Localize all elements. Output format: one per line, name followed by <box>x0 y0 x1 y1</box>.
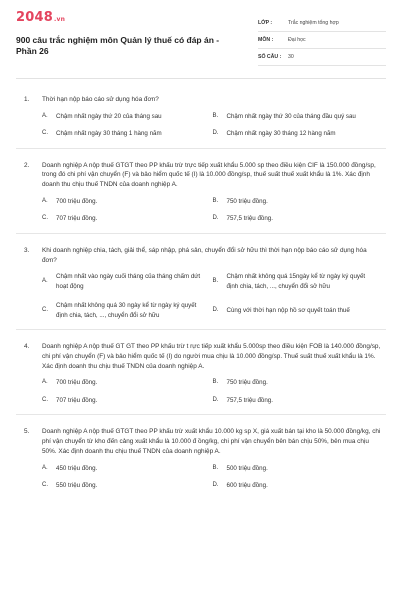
question-number: 3. <box>24 246 30 254</box>
option-text: 750 triệu đồng. <box>226 198 268 205</box>
answer-options <box>24 272 383 320</box>
option-text: 600 triệu đồng. <box>226 482 268 490</box>
brand-block <box>16 10 241 76</box>
option-letter: C. <box>42 130 48 137</box>
answer-option-a[interactable] <box>42 272 213 291</box>
answer-option-c[interactable] <box>42 129 213 138</box>
question-number: 4. <box>24 343 30 351</box>
answer-options <box>24 378 383 405</box>
answer-option-a[interactable] <box>42 197 213 206</box>
option-text: 707 triệu đồng. <box>56 396 98 404</box>
option-letter: A. <box>42 198 48 204</box>
question-number: 5. <box>24 428 30 436</box>
answer-option-d[interactable] <box>213 214 384 223</box>
option-letter: B. <box>212 464 219 471</box>
option-text: Chậm nhất vào ngày cuối tháng của tháng chấm dứt hoạt động <box>56 273 201 290</box>
logo-text: 2048 <box>16 10 53 25</box>
option-text: 757,5 triệu đồng. <box>226 396 273 404</box>
answer-option-d[interactable] <box>213 129 384 138</box>
question-5 <box>16 415 386 496</box>
answer-option-b[interactable] <box>213 464 384 473</box>
answer-options <box>24 112 383 139</box>
option-text: Chậm nhất ngày 30 tháng 1 hàng năm <box>56 130 162 138</box>
answer-option-b[interactable] <box>213 197 384 206</box>
document-header <box>16 10 386 76</box>
answer-option-c[interactable] <box>42 214 213 223</box>
option-text: 707 triệu đồng. <box>56 215 98 223</box>
question-body: Doanh nghiệp A nộp thuế GTGT theo PP khấu trừ trực tiếp xuất khẩu 5.000 sp theo điều kiện CIF là 150.000 đồng/sp, trong đó chi phí vận chuyển (F) và bảo hiểm quốc tế (I) là 10.000 đồng/sp, thuế suất thuế xuất khẩu là 1%. Xác định doanh thu chịu thuế TNDN của doanh nghiệp A. <box>42 161 376 189</box>
question-body: Khi doanh nghiệp chia, tách, giải thể, sáp nhập, phá sản, chuyển đổi sở hữu thì thời hạn nộp báo cáo sử dụng hóa đơn? <box>42 246 367 264</box>
option-text: Cùng với thời hạn nộp hồ sơ quyết toán thuế <box>226 306 350 314</box>
answer-option-b[interactable] <box>213 112 384 121</box>
option-letter: C. <box>42 482 48 489</box>
option-letter: D. <box>212 215 219 222</box>
answer-options <box>24 197 383 224</box>
answer-option-a[interactable] <box>42 378 213 387</box>
meta-value: Đại học <box>288 37 306 43</box>
option-letter: B. <box>212 198 219 204</box>
option-letter: A. <box>42 464 48 471</box>
meta-value: 30 <box>288 54 294 60</box>
option-letter: D. <box>212 130 219 137</box>
question-number: 1. <box>24 96 30 103</box>
option-text: 500 triệu đồng. <box>226 464 268 472</box>
answer-options <box>24 464 383 491</box>
meta-row-count <box>258 49 386 66</box>
option-text: 700 triệu đồng. <box>56 198 98 205</box>
option-text: Chậm nhất không quá 15ngày kể từ ngày ký quyết định chia, tách, ..., chuyển đổi sở hữu <box>226 273 366 290</box>
question-text <box>24 95 383 105</box>
option-text: 550 triệu đồng. <box>56 482 98 490</box>
meta-label: MÔN : <box>258 37 274 43</box>
question-text <box>24 246 383 266</box>
meta-row-class <box>258 15 386 32</box>
question-body: Doanh nghiệp A nộp thuế GTGT theo PP khấu trừ xuất khẩu 10.000 kg sp X, giá xuất bán tại kho là 50.000 đồng/kg, chi phí vận chuyển từ kho đến cảng xuất khẩu là 10.000 đ ồng/kg, chi phí vận chuyển bên bán chịu 50%, bên mua chịu 50%. Xác định doanh thu chịu thuế TNDN của doanh nghiệp A. <box>42 428 381 455</box>
option-letter: A. <box>42 379 48 386</box>
option-text: 700 triệu đồng. <box>56 379 98 387</box>
option-letter: A. <box>42 278 48 285</box>
answer-option-d[interactable] <box>213 481 384 490</box>
meta-label: SỐ CÂU : <box>258 54 282 60</box>
option-text: 757,5 triệu đồng. <box>226 215 273 223</box>
option-text: 750 triệu đồng. <box>226 379 268 387</box>
option-letter: C. <box>42 306 48 313</box>
answer-option-c[interactable] <box>42 481 213 490</box>
option-letter: C. <box>42 215 48 222</box>
question-3 <box>16 234 386 329</box>
document-meta <box>258 10 386 76</box>
meta-row-subject <box>258 32 386 49</box>
answer-option-a[interactable] <box>42 112 213 121</box>
option-letter: D. <box>212 482 219 489</box>
option-letter: D. <box>212 396 219 403</box>
option-letter: C. <box>42 396 48 403</box>
meta-label: LỚP : <box>258 20 273 26</box>
logo-extension: .vn <box>53 16 66 23</box>
option-letter: B. <box>212 379 219 386</box>
document-title: 900 câu trắc nghiệm môn Quản lý thuế có đáp án - Phần 26 <box>16 35 220 56</box>
answer-option-c[interactable] <box>42 301 213 320</box>
option-letter: B. <box>212 112 219 119</box>
answer-option-a[interactable] <box>42 464 213 473</box>
answer-option-c[interactable] <box>42 396 213 405</box>
option-text: Chậm nhất ngày 30 tháng 12 hàng năm <box>226 130 336 138</box>
question-text <box>24 161 383 190</box>
option-letter: A. <box>42 112 48 119</box>
answer-option-d[interactable] <box>213 396 384 405</box>
question-1 <box>16 79 386 148</box>
option-letter: B. <box>212 278 219 285</box>
answer-option-b[interactable] <box>213 272 384 291</box>
meta-value: Trắc nghiệm tổng hợp <box>288 20 339 26</box>
option-text: Chậm nhất ngày thứ 30 của tháng đầu quý sau <box>226 112 356 120</box>
option-letter: D. <box>212 306 219 313</box>
answer-option-b[interactable] <box>213 378 384 387</box>
question-number: 2. <box>24 161 30 169</box>
question-4 <box>16 330 386 414</box>
option-text: 450 triệu đồng. <box>56 464 98 472</box>
answer-option-d[interactable] <box>213 301 384 320</box>
question-text <box>24 427 383 456</box>
option-text: Chậm nhất ngày thứ 20 của tháng sau <box>56 112 162 120</box>
site-logo[interactable] <box>16 10 241 25</box>
option-text: Chậm nhất không quá 30 ngày kể từ ngày ký quyết định chia, tách, ..., chuyển đổi sở hữu <box>56 302 197 319</box>
question-2 <box>16 149 386 233</box>
question-text <box>24 342 383 371</box>
question-body: Doanh nghiệp A nộp thuế GT GT theo PP khấu trừ t rực tiếp xuất khẩu 5.000sp theo điều kiện FOB là 140.000 đồng/sp, chi phí vận chuyển (F) và bảo hiểm quốc tế (I) do người mua chịu là 10.000 đồng/sp. Thuế suất thuế xuất khẩu là 1%. Xác định doanh thu chịu thuế TNDN của doanh nghiệp A. <box>42 343 381 370</box>
question-body: Thời hạn nộp báo cáo sử dụng hóa đơn? <box>42 96 159 103</box>
